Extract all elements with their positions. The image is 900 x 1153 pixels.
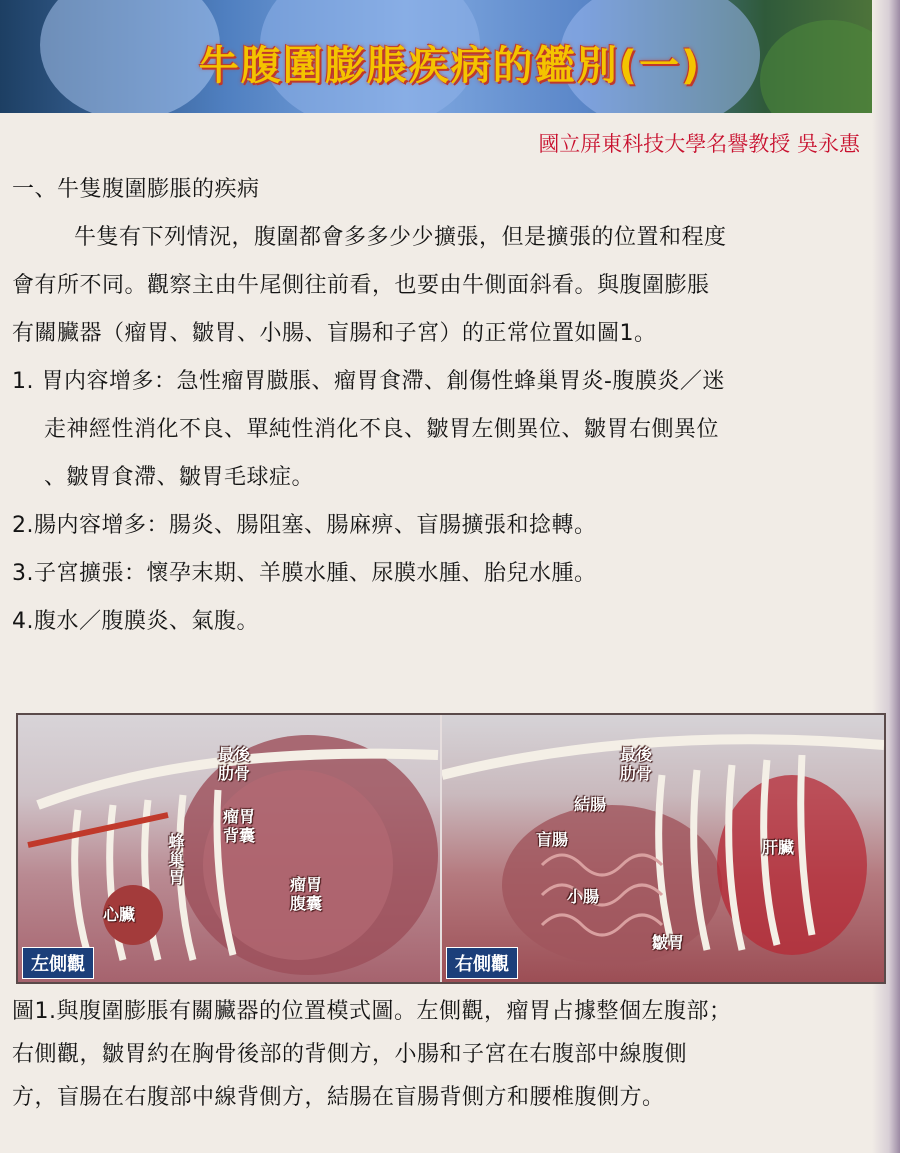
right-view-tag: 右側觀	[446, 947, 518, 979]
list-item-1-cont: 走神經性消化不良、單純性消化不良、皺胃左側異位、皺胃右側異位	[44, 417, 720, 442]
label-last-rib: 最後肋骨	[218, 745, 251, 783]
figure-1	[16, 713, 886, 984]
left-view-panel	[18, 715, 440, 982]
right-view-panel	[442, 715, 884, 982]
label-reticulum: 蜂巢胃	[166, 833, 185, 887]
label-rumen-dorsal: 瘤胃背囊	[223, 807, 256, 845]
paragraph-line: 有關臟器（瘤胃、皺胃、小腸、盲腸和子宮）的正常位置如圖1。	[12, 321, 657, 346]
label-rumen-ventral: 瘤胃腹囊	[290, 875, 323, 913]
list-item-1: 1. 胃内容增多：急性瘤胃臌脹、瘤胃食滯、創傷性蜂巢胃炎-腹膜炎／迷	[12, 369, 725, 394]
label-small-intestine: 小腸	[567, 887, 600, 906]
list-item-4: 4.腹水／腹膜炎、氣腹。	[12, 609, 259, 634]
author-line: 國立屏東科技大學名譽教授 吳永惠	[538, 132, 860, 156]
caption-line: 方，盲腸在右腹部中線背側方，結腸在盲腸背側方和腰椎腹側方。	[12, 1085, 665, 1110]
list-item-2: 2.腸内容增多：腸炎、腸阻塞、腸麻痹、盲腸擴張和捻轉。	[12, 513, 597, 538]
caption-line: 右側觀，皺胃約在胸骨後部的背側方，小腸和子宮在右腹部中線腹側	[12, 1042, 688, 1067]
label-heart: 心臟	[103, 905, 136, 924]
page-title: 牛腹圍膨脹疾病的鑑別(一)	[198, 43, 702, 89]
label-liver: 肝臟	[762, 838, 795, 857]
label-cecum: 盲腸	[536, 830, 569, 849]
label-last-rib: 最後肋骨	[620, 745, 653, 783]
article-body	[12, 166, 882, 646]
paragraph-line: 會有所不同。觀察主由牛尾側往前看，也要由牛側面斜看。與腹圍膨脹	[12, 273, 710, 298]
left-view-tag: 左側觀	[22, 947, 94, 979]
list-item-3: 3.子宮擴張：懷孕末期、羊膜水腫、尿膜水腫、胎兒水腫。	[12, 561, 597, 586]
figure-caption	[12, 990, 882, 1119]
section-heading: 一、牛隻腹圍膨脹的疾病	[12, 177, 260, 202]
paragraph-line: 牛隻有下列情況，腹圍都會多多少少擴張，但是擴張的位置和程度	[74, 225, 727, 250]
label-colon: 結腸	[574, 795, 607, 814]
header-banner	[0, 0, 900, 113]
label-abomasum: 皺胃	[652, 933, 685, 952]
caption-line: 圖1.與腹圍膨脹有關臟器的位置模式圖。左側觀，瘤胃占據整個左腹部；	[12, 999, 732, 1024]
list-item-1-cont: 、皺胃食滯、皺胃毛球症。	[44, 465, 315, 490]
